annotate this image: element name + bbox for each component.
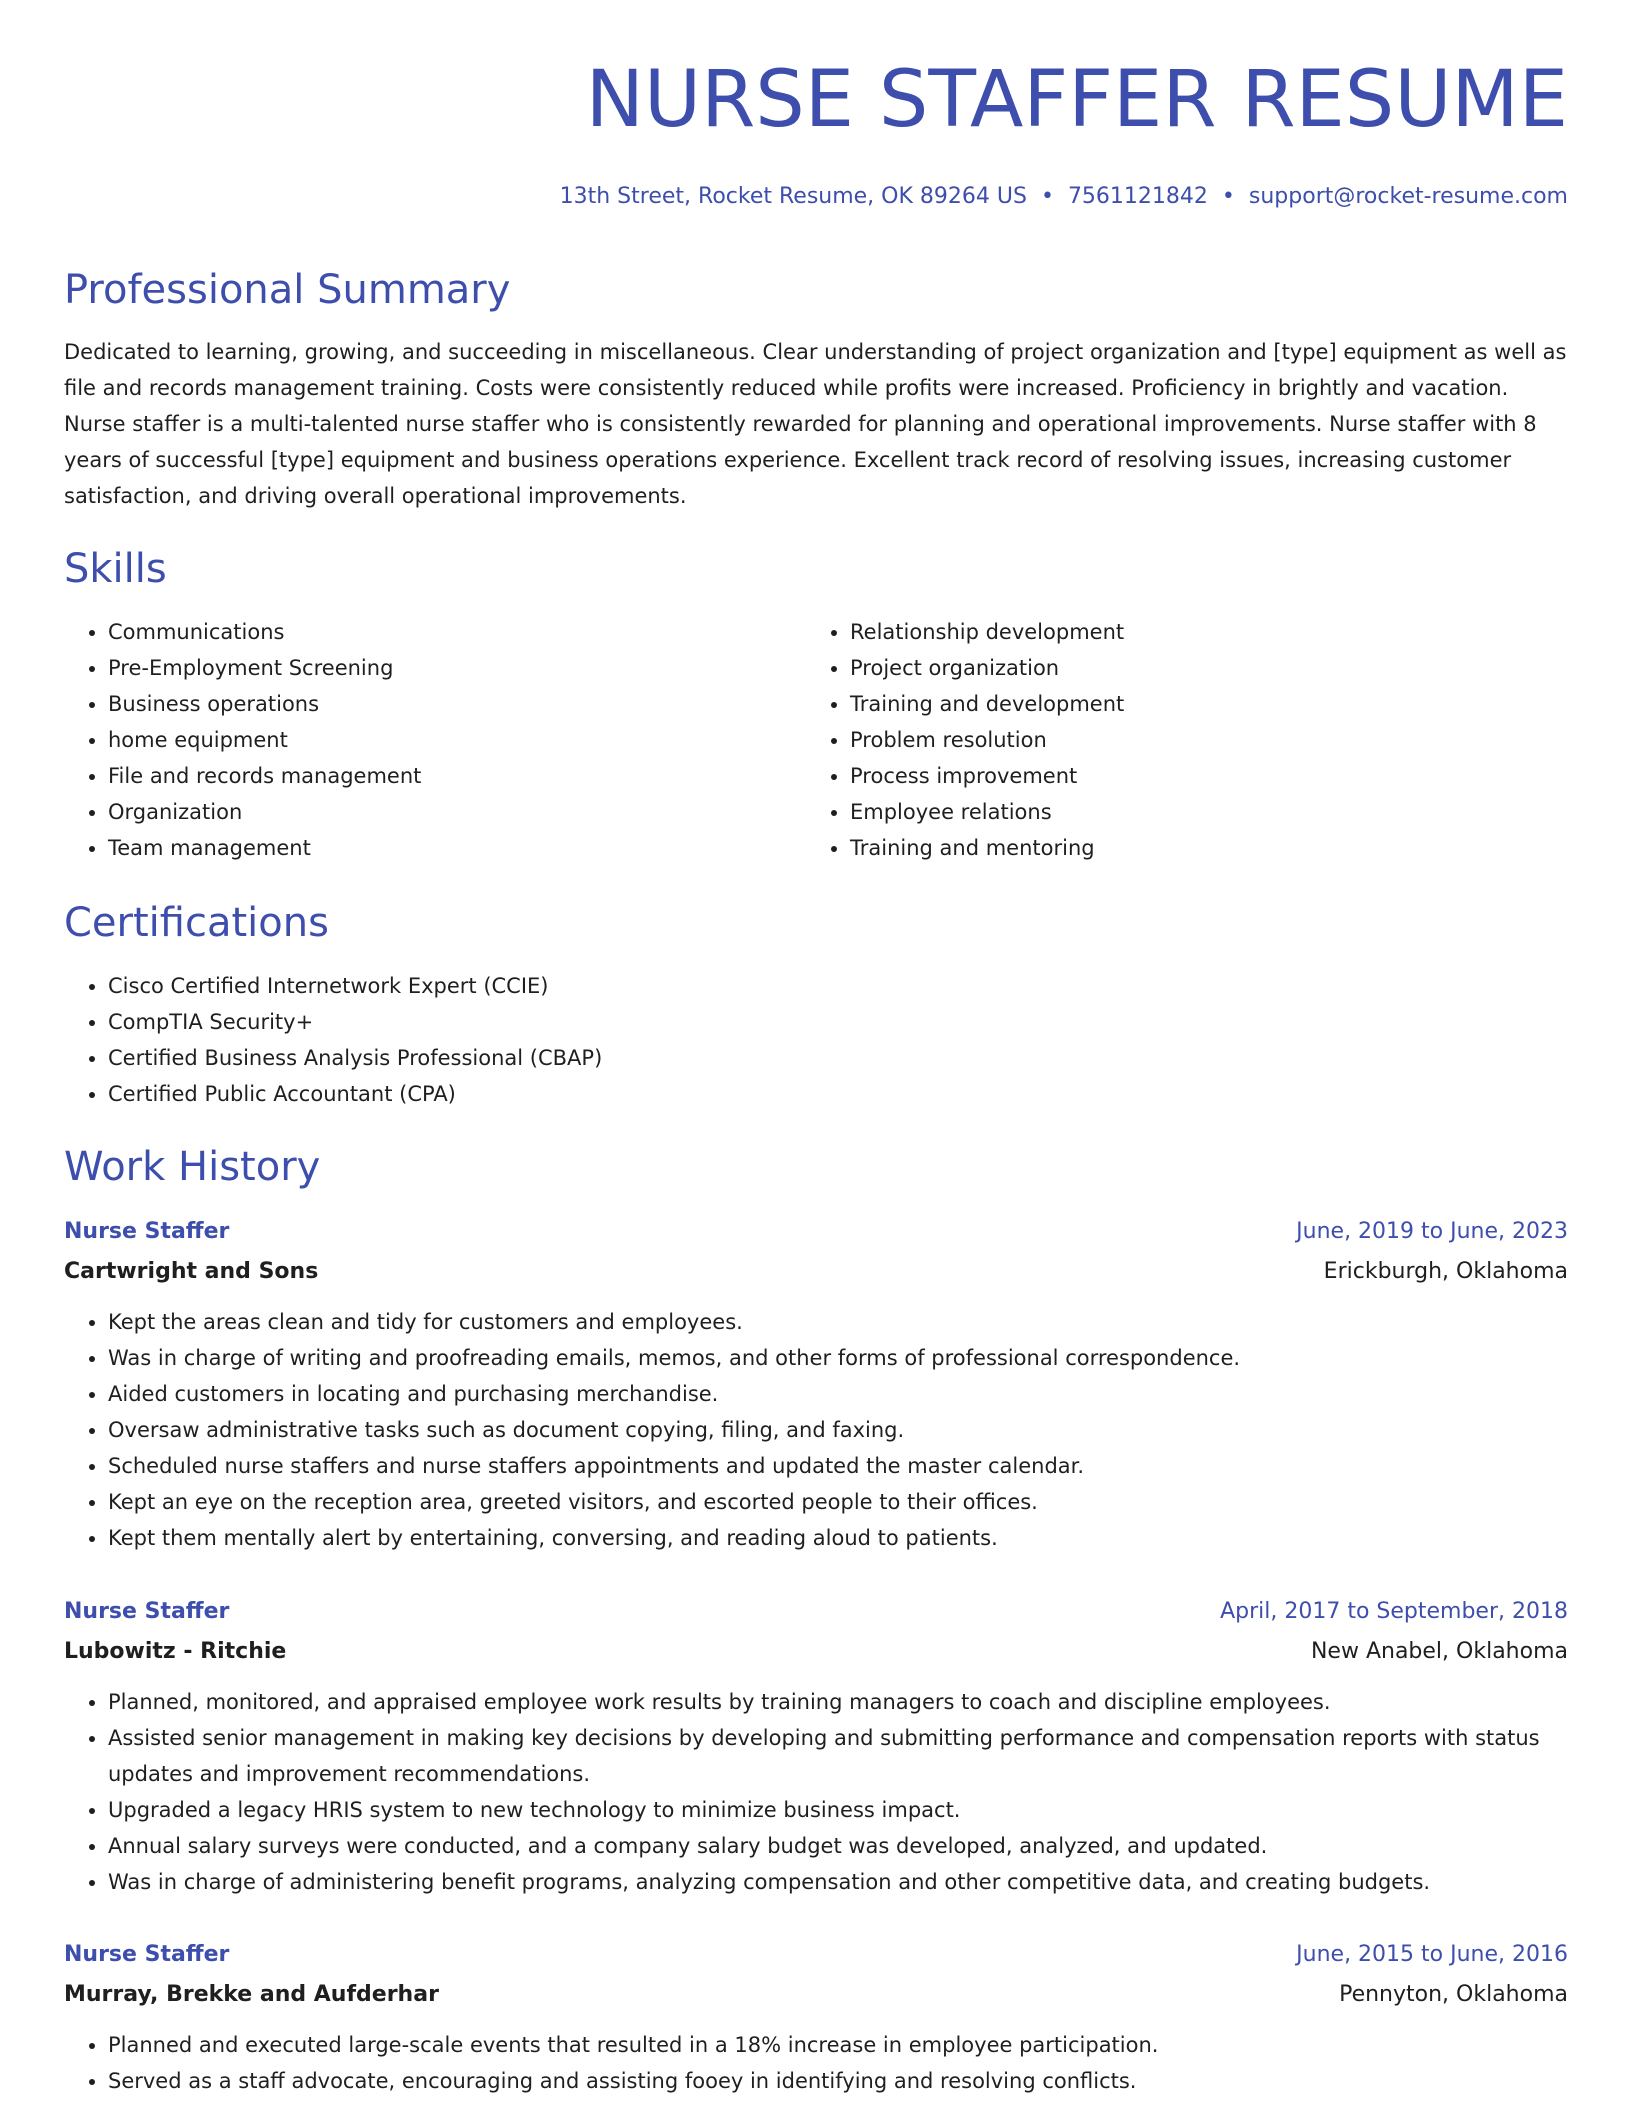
job-entry bbox=[64, 1592, 1568, 1900]
certification-item: • Cisco Certified Internetwork Expert (CCIE) bbox=[108, 968, 1568, 1004]
job-title-row bbox=[64, 1935, 1568, 1975]
job-bullet: • Kept them mentally alert by entertaining, conversing, and reading aloud to patients. bbox=[108, 1520, 1568, 1556]
job-company-row bbox=[64, 1975, 1568, 2015]
job-bullet: • Served as a staff advocate, encouraging and assisting fooey in identifying and resolving conflicts. bbox=[108, 2063, 1568, 2099]
job-bullet: • Aided customers in locating and purchasing merchandise. bbox=[108, 1376, 1568, 1412]
job-title-row bbox=[64, 1212, 1568, 1252]
skill-item: • Relationship development bbox=[850, 614, 1550, 650]
skill-item: • home equipment bbox=[108, 722, 808, 758]
job-entry bbox=[64, 1935, 1568, 2099]
job-bullet: • Planned and executed large-scale events that resulted in a 18% increase in employee participation. bbox=[108, 2027, 1568, 2063]
job-bullets bbox=[64, 1684, 1568, 1900]
skill-item: • Business operations bbox=[108, 686, 808, 722]
certifications-heading: Certifications bbox=[64, 900, 329, 946]
certification-item: • CompTIA Security+ bbox=[108, 1004, 1568, 1040]
job-company-row bbox=[64, 1632, 1568, 1672]
job-company: Lubowitz - Ritchie bbox=[64, 1639, 287, 1664]
job-dates: June, 2015 to June, 2016 bbox=[1296, 1942, 1568, 1967]
contact-line bbox=[560, 180, 1568, 214]
job-title: Nurse Staffer bbox=[64, 1599, 230, 1624]
contact-email: support@rocket-resume.com bbox=[1248, 184, 1568, 209]
job-title: Nurse Staffer bbox=[64, 1942, 230, 1967]
skill-item: • Team management bbox=[108, 830, 808, 866]
certification-item: • Certified Public Accountant (CPA) bbox=[108, 1076, 1568, 1112]
job-bullet: • Annual salary surveys were conducted, and a company salary budget was developed, analyzed, and updated. bbox=[108, 1828, 1568, 1864]
job-bullet: • Upgraded a legacy HRIS system to new technology to minimize business impact. bbox=[108, 1792, 1568, 1828]
job-bullet: • Kept an eye on the reception area, greeted visitors, and escorted people to their offices. bbox=[108, 1484, 1568, 1520]
contact-address: 13th Street, Rocket Resume, OK 89264 US bbox=[559, 184, 1027, 209]
skills-list-left bbox=[64, 614, 808, 866]
skills-list-right bbox=[806, 614, 1550, 866]
skill-item: • Training and development bbox=[850, 686, 1550, 722]
job-company: Murray, Brekke and Aufderhar bbox=[64, 1982, 439, 2007]
job-bullets bbox=[64, 1304, 1568, 1556]
resume-title: NURSE STAFFER RESUME bbox=[585, 55, 1568, 145]
job-entry bbox=[64, 1212, 1568, 1556]
skill-item: • Pre-Employment Screening bbox=[108, 650, 808, 686]
summary-heading: Professional Summary bbox=[64, 267, 511, 313]
certifications-list bbox=[64, 968, 1568, 1112]
skill-item: • File and records management bbox=[108, 758, 808, 794]
job-bullets bbox=[64, 2027, 1568, 2099]
job-location: Erickburgh, Oklahoma bbox=[1323, 1259, 1568, 1284]
job-bullet: • Was in charge of writing and proofreading emails, memos, and other forms of professional correspondence. bbox=[108, 1340, 1568, 1376]
job-location: Pennyton, Oklahoma bbox=[1339, 1982, 1568, 2007]
skill-item: • Communications bbox=[108, 614, 808, 650]
summary-text: Dedicated to learning, growing, and succeeding in miscellaneous. Clear understanding of project organization and [type] equipment as well as file and records management training. Costs were consistently reduced while profits were increased. Proficiency in brightly and vacation. Nurse staffer is a multi-talented nurse staffer who is consistently rewarded for planning and operational improvements. Nurse staffer with 8 years of successful [type] equipment and business operations experience. Excellent track record of resolving issues, increasing customer satisfaction, and driving overall operational improvements. bbox=[64, 340, 1567, 508]
contact-separator: • bbox=[1221, 184, 1235, 209]
skill-item: • Training and mentoring bbox=[850, 830, 1550, 866]
certification-item: • Certified Business Analysis Professional (CBAP) bbox=[108, 1040, 1568, 1076]
job-bullet: • Scheduled nurse staffers and nurse staffers appointments and updated the master calendar. bbox=[108, 1448, 1568, 1484]
job-location: New Anabel, Oklahoma bbox=[1310, 1639, 1568, 1664]
job-bullet: • Oversaw administrative tasks such as document copying, filing, and faxing. bbox=[108, 1412, 1568, 1448]
contact-phone: 7561121842 bbox=[1067, 184, 1208, 209]
job-bullet: • Planned, monitored, and appraised employee work results by training managers to coach and discipline employees. bbox=[108, 1684, 1568, 1720]
job-bullet: • Was in charge of administering benefit programs, analyzing compensation and other competitive data, and creating budgets. bbox=[108, 1864, 1568, 1900]
job-dates: June, 2019 to June, 2023 bbox=[1296, 1219, 1568, 1244]
job-title-row bbox=[64, 1592, 1568, 1632]
job-bullet: • Assisted senior management in making key decisions by developing and submitting performance and compensation reports with status updates and improvement recommendations. bbox=[108, 1720, 1568, 1792]
skill-item: • Problem resolution bbox=[850, 722, 1550, 758]
skill-item: • Employee relations bbox=[850, 794, 1550, 830]
skill-item: • Process improvement bbox=[850, 758, 1550, 794]
job-dates: April, 2017 to September, 2018 bbox=[1220, 1599, 1568, 1624]
job-company-row bbox=[64, 1252, 1568, 1292]
contact-separator: • bbox=[1040, 184, 1054, 209]
skill-item: • Project organization bbox=[850, 650, 1550, 686]
job-title: Nurse Staffer bbox=[64, 1219, 230, 1244]
job-bullet: • Kept the areas clean and tidy for customers and employees. bbox=[108, 1304, 1568, 1340]
skills-heading: Skills bbox=[64, 546, 167, 592]
job-company: Cartwright and Sons bbox=[64, 1259, 319, 1284]
work-history-heading: Work History bbox=[64, 1144, 321, 1190]
skill-item: • Organization bbox=[108, 794, 808, 830]
